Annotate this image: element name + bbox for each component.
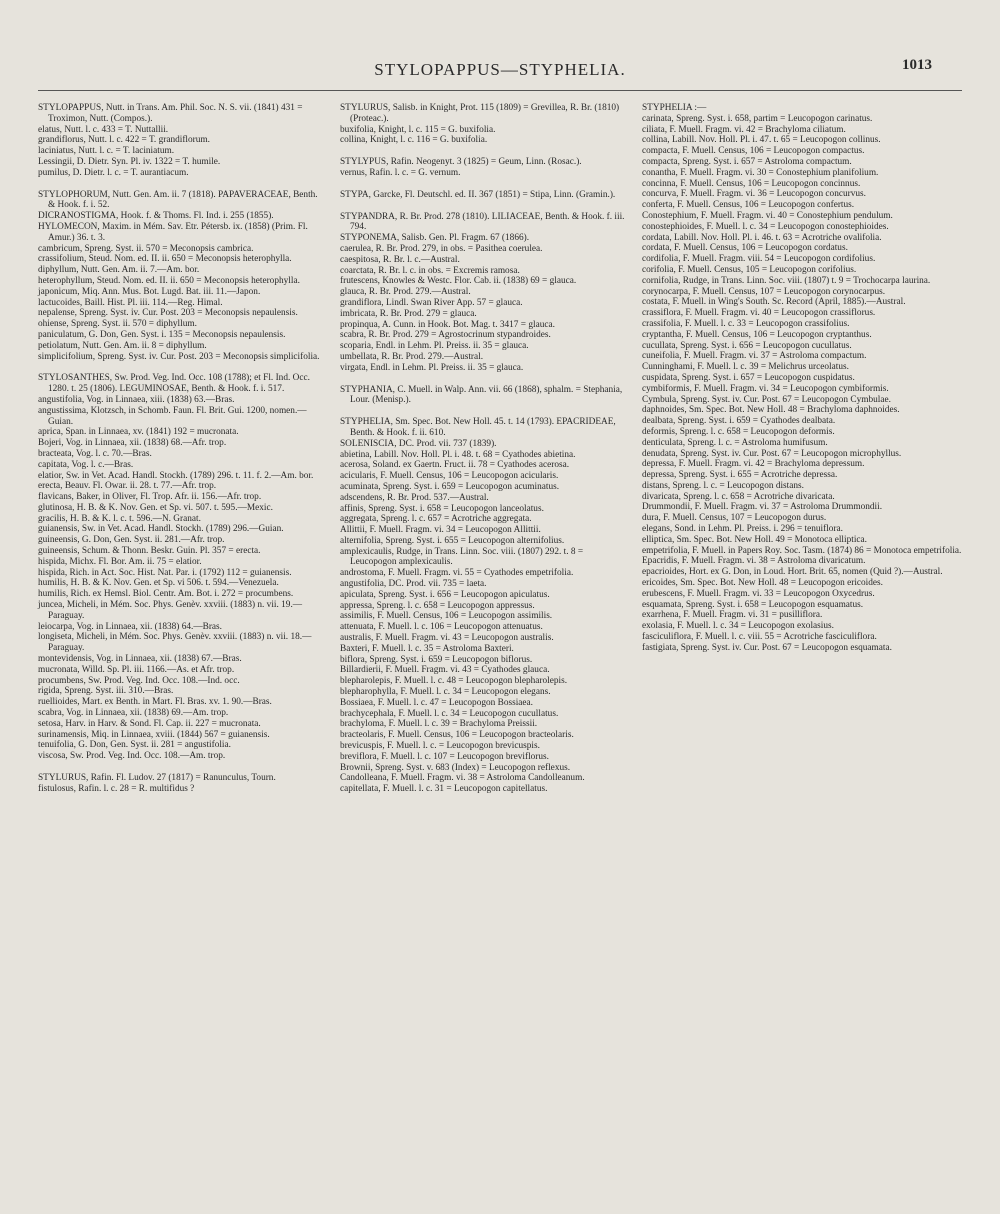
species-entry: crassifolia, F. Muell. l. c. 33 = Leucopogon crassifolius. xyxy=(642,318,850,329)
species-entry: australis, F. Muell. Fragm. vi. 43 = Leucopogon australis. xyxy=(340,633,554,644)
species-entry: hispida, Michx. Fl. Bor. Am. ii. 75 = elatior. xyxy=(38,556,202,567)
species-entry: hispida, Rich. in Act. Soc. Hist. Nat. Par. i. (1792) 112 = guianensis. xyxy=(38,567,292,578)
species-entry: pumilus, D. Dietr. l. c. = T. aurantiacum. xyxy=(38,167,189,178)
species-entry: distans, Spreng. l. c. = Leucopogon distans. xyxy=(642,480,804,491)
genus-entry: STYLYPUS, Rafin. Neogenyt. 3 (1825) = Geum, Linn. (Rosac.). xyxy=(340,157,582,168)
species-entry: setosa, Harv. in Harv. & Sond. Fl. Cap. ii. 227 = mucronata. xyxy=(38,718,261,729)
species-entry: surinamensis, Miq. in Linnaea, xviii. (1844) 567 = guianensis. xyxy=(38,729,270,740)
species-entry: heterophyllum, Steud. Nom. ed. II. ii. 650 = Meconopsis heterophylla. xyxy=(38,275,300,286)
species-entry: glutinosa, H. B. & K. Nov. Gen. et Sp. vi. 507. t. 595.—Mexic. xyxy=(38,502,273,513)
species-entry: epacrioides, Hort. ex G. Don, in Loud. Hort. Brit. 65, nomen (Quid ?).—Austral. xyxy=(642,567,943,578)
species-entry: flavicans, Baker, in Oliver, Fl. Trop. Afr. ii. 156.—Afr. trop. xyxy=(38,492,262,503)
column-middle xyxy=(340,103,625,795)
running-header xyxy=(0,57,1000,84)
species-entry: DICRANOSTIGMA, Hook. f. & Thoms. Fl. Ind. i. 255 (1855). xyxy=(38,211,274,222)
species-entry: conostephioides, F. Muell. l. c. 34 = Leucopogon conostephioides. xyxy=(642,221,889,232)
genus-entry: STYLOPHORUM, Nutt. Gen. Am. ii. 7 (1818). PAPAVERACEAE, Benth. & Hook. f. i. 52. xyxy=(38,189,318,211)
genus-entry: STYPHANIA, C. Muell. in Walp. Ann. vii. 66 (1868), sphalm. = Stephania, Lour. (Menisp.). xyxy=(340,384,623,406)
species-entry: japonicum, Miq. Ann. Mus. Bot. Lugd. Bat. iii. 11.—Japon. xyxy=(38,286,261,297)
species-entry: dura, F. Muell. Census, 107 = Leucopogon durus. xyxy=(642,513,827,524)
species-entry: acicularis, F. Muell. Census, 106 = Leucopogon acicularis. xyxy=(340,471,559,482)
genus-entry: STYLURUS, Salisb. in Knight, Prot. 115 (1809) = Grevillea, R. Br. (1810) (Proteac.). xyxy=(340,103,620,124)
species-entry: paniculatum, G. Don, Gen. Syst. i. 135 = Meconopsis nepaulensis. xyxy=(38,329,286,340)
species-entry: assimilis, F. Muell. Census, 106 = Leucopogon assimilis. xyxy=(340,611,553,622)
species-entry: ciliata, F. Muell. Fragm. vi. 42 = Brachyloma ciliatum. xyxy=(642,124,846,135)
species-entry: fasciculiflora, F. Muell. l. c. viii. 55 = Acrotriche fasciculiflora. xyxy=(642,632,877,643)
species-entry: appressa, Spreng. l. c. 658 = Leucopogon appressus. xyxy=(340,600,535,611)
species-entry: humilis, Rich. ex Hemsl. Biol. Centr. Am. Bot. i. 272 = procumbens. xyxy=(38,589,294,600)
species-entry: compacta, Spreng. Syst. i. 657 = Astroloma compactum. xyxy=(642,156,852,167)
species-entry: caerulea, R. Br. Prod. 279, in obs. = Pasithea coerulea. xyxy=(340,243,543,254)
species-entry: cornifolia, Rudge, in Trans. Linn. Soc. viii. (1807) t. 9 = Trochocarpa laurina. xyxy=(642,275,931,286)
species-entry: cryptantha, F. Muell. Census, 106 = Leucopogon cryptanthus. xyxy=(642,329,872,340)
species-entry: ericoides, Sm. Spec. Bot. New Holl. 48 = Leucopogon ericoides. xyxy=(642,578,883,589)
species-entry: frutescens, Knowles & Westc. Flor. Cab. ii. (1838) 69 = glauca. xyxy=(340,276,577,287)
species-entry: apiculata, Spreng. Syst. i. 656 = Leucopogon apiculatus. xyxy=(340,589,550,600)
species-entry: SOLENISCIA, DC. Prod. vii. 737 (1839). xyxy=(340,438,497,449)
species-entry: tenuifolia, G. Don, Gen. Syst. ii. 281 = angustifolia. xyxy=(38,740,231,751)
species-entry: blepharolepis, F. Muell. l. c. 48 = Leucopogon blepharolepis. xyxy=(340,676,568,687)
genus-entry: STYLURUS, Rafin. Fl. Ludov. 27 (1817) = Ranunculus, Tourn. xyxy=(38,773,276,784)
species-entry: propinqua, A. Cunn. in Hook. Bot. Mag. t. 3417 = glauca. xyxy=(340,319,555,330)
genus-entry: STYPANDRA, R. Br. Prod. 278 (1810). LILIACEAE, Benth. & Hook. f. iii. 794. xyxy=(340,211,625,233)
species-entry: brachyloma, F. Muell. l. c. 39 = Brachyloma Preissii. xyxy=(340,719,538,730)
species-entry: Candolleana, F. Muell. Fragm. vi. 38 = Astroloma Candolleanum. xyxy=(340,773,585,784)
species-entry: depressa, Spreng. Syst. i. 655 = Acrotriche depressa. xyxy=(642,470,838,481)
species-entry: elatus, Nutt. l. c. 433 = T. Nuttallii. xyxy=(38,124,169,135)
species-entry: guineensis, G. Don, Gen. Syst. ii. 281.—Afr. trop. xyxy=(38,535,225,546)
species-entry: gracilis, H. B. & K. l. c. t. 596.—N. Granat. xyxy=(38,513,201,524)
species-entry: erecta, Beauv. Fl. Owar. ii. 28. t. 77.—Afr. trop. xyxy=(38,481,217,492)
species-entry: fistulosus, Rafin. l. c. 28 = R. multifidus ? xyxy=(38,783,195,794)
species-entry: capitata, Vog. l. c.—Bras. xyxy=(38,459,134,470)
species-entry: exarrhena, F. Muell. Fragm. vi. 31 = pusilliflora. xyxy=(642,610,823,621)
species-entry: breviflora, F. Muell. l. c. 107 = Leucopogon breviflorus. xyxy=(340,751,549,762)
species-entry: diphyllum, Nutt. Gen. Am. ii. 7.—Am. bor. xyxy=(38,265,200,276)
species-entry: erubescens, F. Muell. Fragm. vi. 33 = Leucopogon Oxycedrus. xyxy=(642,588,875,599)
species-entry: longiseta, Micheli, in Mém. Soc. Phys. Genèv. xxviii. (1883) n. vii. 18.—Paraguay. xyxy=(38,632,312,654)
species-entry: Drummondii, F. Muell. Fragm. vi. 37 = Astroloma Drummondii. xyxy=(642,502,883,513)
species-entry: carinata, Spreng. Syst. i. 658, partim = Leucopogon carinatus. xyxy=(642,113,873,124)
species-entry: collina, Labill. Nov. Holl. Pl. i. 47. t. 65 = Leucopogon collinus. xyxy=(642,135,881,146)
species-entry: Bossiaea, F. Muell. l. c. 47 = Leucopogon Bossiaea. xyxy=(340,697,533,708)
species-entry: cucullata, Spreng. Syst. i. 656 = Leucopogon cucullatus. xyxy=(642,340,852,351)
species-entry: aggregata, Spreng. l. c. 657 = Acrotriche aggregata. xyxy=(340,514,532,525)
species-entry: attenuata, F. Muell. l. c. 106 = Leucopogon attenuatus. xyxy=(340,622,543,633)
species-entry: bracteata, Vog. l. c. 70.—Bras. xyxy=(38,448,152,459)
page-title: STYLOPAPPUS—STYPHELIA. xyxy=(374,60,626,79)
species-entry: scoparia, Endl. in Lehm. Pl. Preiss. ii. 35 = glauca. xyxy=(340,341,529,352)
species-entry: Baxteri, F. Muell. l. c. 35 = Astroloma Baxteri. xyxy=(340,643,514,654)
genus-entry: STYLOSANTHES, Sw. Prod. Veg. Ind. Occ. 108 (1788); et Fl. Ind. Occ. 1280. t. 25 (1806). LEGUMINOSAE, Benth. & Hook. f. i. 517. xyxy=(38,373,310,395)
species-entry: brachycephala, F. Muell. l. c. 34 = Leucopogon cucullatus. xyxy=(340,708,559,719)
species-entry: Billardierii, F. Muell. Fragm. vi. 43 = Cyathodes glauca. xyxy=(340,665,550,676)
species-entry: adscendens, R. Br. Prod. 537.—Austral. xyxy=(340,492,489,503)
species-entry: rigida, Spreng. Syst. iii. 310.—Bras. xyxy=(38,686,174,697)
species-entry: aprica, Span. in Linnaea, xv. (1841) 192 = mucronata. xyxy=(38,427,239,438)
species-entry: caespitosa, R. Br. l. c.—Austral. xyxy=(340,254,460,265)
species-entry: depressa, F. Muell. Fragm. vi. 42 = Brachyloma depressum. xyxy=(642,459,865,470)
species-entry: denticulata, Spreng. l. c. = Astroloma humifusum. xyxy=(642,437,828,448)
species-entry: imbricata, R. Br. Prod. 279 = glauca. xyxy=(340,308,477,319)
species-entry: elliptica, Sm. Spec. Bot. New Holl. 49 = Monotoca elliptica. xyxy=(642,534,867,545)
species-entry: divaricata, Spreng. l. c. 658 = Acrotriche divaricata. xyxy=(642,491,835,502)
species-entry: alternifolia, Spreng. Syst. i. 655 = Leucopogon alternifolius. xyxy=(340,535,565,546)
species-entry: blepharophylla, F. Muell. l. c. 34 = Leucopogon elegans. xyxy=(340,687,551,698)
species-entry: crassifolium, Steud. Nom. ed. II. ii. 650 = Meconopsis heterophylla. xyxy=(38,254,292,265)
species-entry: laciniatus, Nutt. l. c. = T. laciniatum. xyxy=(38,146,175,157)
genus-entry: STYPHELIA, Sm. Spec. Bot. New Holl. 45. t. 14 (1793). EPACRIDEAE, Benth. & Hook. f. ii. 610. xyxy=(340,417,616,438)
species-entry: dealbata, Spreng. Syst. i. 659 = Cyathodes dealbata. xyxy=(642,416,836,427)
species-entry: guianensis, Sw. in Vet. Acad. Handl. Stockh. (1789) 296.—Guian. xyxy=(38,524,284,535)
column-right xyxy=(642,103,962,654)
species-entry: HYLOMECON, Maxim. in Mém. Sav. Etr. Pétersb. ix. (1858) (Prim. Fl. Amur.) 36. t. 3. xyxy=(38,221,308,243)
species-entry: procumbens, Sw. Prod. Veg. Ind. Occ. 108.—Ind. occ. xyxy=(38,675,240,686)
species-entry: bracteolaris, F. Muell. Census, 106 = Leucopogon bracteolaris. xyxy=(340,730,574,741)
species-entry: scabra, Vog. in Linnaea, xii. (1838) 69.—Am. trop. xyxy=(38,708,229,719)
species-entry: amplexicaulis, Rudge, in Trans. Linn. Soc. viii. (1807) 292. t. 8 = Leucopogon amplexicaulis. xyxy=(340,546,584,568)
species-entry: deformis, Spreng. l. c. 658 = Leucopogon deformis. xyxy=(642,426,835,437)
species-entry: Lessingii, D. Dietr. Syn. Pl. iv. 1322 = T. humile. xyxy=(38,156,221,167)
species-entry: costata, F. Muell. in Wing's South. Sc. Record (April, 1885).—Austral. xyxy=(642,297,906,308)
species-entry: cuneifolia, F. Muell. Fragm. vi. 37 = Astroloma compactum. xyxy=(642,351,867,362)
species-entry: virgata, Endl. in Lehm. Pl. Preiss. ii. 35 = glauca. xyxy=(340,362,524,373)
species-entry: elegans, Sond. in Lehm. Pl. Preiss. i. 296 = tenuiflora. xyxy=(642,524,843,535)
species-entry: mucronata, Willd. Sp. Pl. iii. 1166.—As. et Afr. trop. xyxy=(38,664,235,675)
header-rule xyxy=(38,90,962,91)
species-entry: angustissima, Klotzsch, in Schomb. Faun. Fl. Brit. Gui. 1200, nomen.—Guian. xyxy=(38,405,307,427)
species-entry: acerosa, Soland. ex Gaertn. Fruct. ii. 78 = Cyathodes acerosa. xyxy=(340,460,570,471)
species-entry: cuspidata, Spreng. Syst. i. 657 = Leucopogon cuspidatus. xyxy=(642,372,855,383)
species-entry: cordata, Labill. Nov. Holl. Pl. i. 46. t. 63 = Acrotriche ovalifolia. xyxy=(642,232,882,243)
species-entry: glauca, R. Br. Prod. 279.—Austral. xyxy=(340,287,471,298)
species-entry: cymbiformis, F. Muell. Fragm. vi. 34 = Leucopogon cymbiformis. xyxy=(642,383,889,394)
species-entry: concinna, F. Muell. Census, 106 = Leucopogon concinnus. xyxy=(642,178,861,189)
species-entry: concurva, F. Muell. Fragm. vi. 36 = Leucopogon concurvus. xyxy=(642,189,866,200)
species-entry: guineensis, Schum. & Thonn. Beskr. Guin. Pl. 357 = erecta. xyxy=(38,546,261,557)
species-entry: viscosa, Sw. Prod. Veg. Ind. Occ. 108.—Am. trop. xyxy=(38,751,226,762)
species-entry: corynocarpa, F. Muell. Census, 107 = Leucopogon corynocarpus. xyxy=(642,286,886,297)
species-entry: capitellata, F. Muell. l. c. 31 = Leucopogon capitellatus. xyxy=(340,784,548,795)
species-entry: grandiflora, Lindl. Swan River App. 57 = glauca. xyxy=(340,297,523,308)
species-entry: montevidensis, Vog. in Linnaea, xii. (1838) 67.—Bras. xyxy=(38,654,242,665)
species-entry: denudata, Spreng. Syst. iv. Cur. Post. 67 = Leucopogon microphyllus. xyxy=(642,448,902,459)
species-entry: brevicuspis, F. Muell. l. c. = Leucopogon brevicuspis. xyxy=(340,741,540,752)
species-entry: cambricum, Spreng. Syst. ii. 570 = Meconopsis cambrica. xyxy=(38,243,254,254)
species-entry: umbellata, R. Br. Prod. 279.—Austral. xyxy=(340,351,484,362)
genus-entry: STYLOPAPPUS, Nutt. in Trans. Am. Phil. Soc. N. S. vii. (1841) 431 = Troximon, Nutt. (Compos.). xyxy=(38,103,303,124)
species-entry: humilis, H. B. & K. Nov. Gen. et Sp. vi 506. t. 594.—Venezuela. xyxy=(38,578,279,589)
species-entry: cordata, F. Muell. Census, 106 = Leucopogon cordatus. xyxy=(642,243,848,254)
species-entry: collina, Knight, l. c. 116 = G. buxifolia. xyxy=(340,135,488,146)
species-entry: fastigiata, Spreng. Syst. iv. Cur. Post. 67 = Leucopogon esquamata. xyxy=(642,642,892,653)
species-entry: compacta, F. Muell. Census, 106 = Leucopogon compactus. xyxy=(642,146,865,157)
species-entry: conferta, F. Muell. Census, 106 = Leucopogon confertus. xyxy=(642,200,855,211)
species-entry: Bojeri, Vog. in Linnaea, xii. (1838) 68.—Afr. trop. xyxy=(38,438,227,449)
species-entry: affinis, Spreng. Syst. i. 658 = Leucopogon lanceolatus. xyxy=(340,503,544,514)
species-entry: Epacridis, F. Muell. Fragm. vi. 38 = Astroloma divaricatum. xyxy=(642,556,866,567)
species-entry: abietina, Labill. Nov. Holl. Pl. i. 48. t. 68 = Cyathodes abietina. xyxy=(340,449,576,460)
species-entry: lactucoides, Baill. Hist. Pl. iii. 114.—Reg. Himal. xyxy=(38,297,223,308)
species-entry: scabra, R. Br. Prod. 279 = Agrostocrinum stypandroides. xyxy=(340,330,551,341)
species-entry: nepalense, Spreng. Syst. iv. Cur. Post. 203 = Meconopsis nepaulensis. xyxy=(38,308,298,319)
species-entry: cordifolia, F. Muell. Fragm. viii. 54 = Leucopogon cordifolius. xyxy=(642,254,876,265)
species-entry: Brownii, Spreng. Syst. v. 683 (Index) = Leucopogon reflexus. xyxy=(340,762,571,773)
species-entry: petiolatum, Nutt. Gen. Am. ii. 8 = diphyllum. xyxy=(38,340,207,351)
species-entry: daphnoides, Sm. Spec. Bot. New Holl. 48 = Brachyloma daphnoides. xyxy=(642,405,900,416)
species-entry: corifolia, F. Muell. Census, 105 = Leucopogon corifolius. xyxy=(642,264,857,275)
species-entry: juncea, Micheli, in Mém. Soc. Phys. Genèv. xxviii. (1883) n. vii. 19.—Paraguay. xyxy=(38,600,303,621)
species-entry: Cunninghami, F. Muell. l. c. 39 = Melichrus urceolatus. xyxy=(642,362,849,373)
species-entry: androstoma, F. Muell. Fragm. vi. 55 = Cyathodes empetrifolia. xyxy=(340,568,574,579)
species-entry: conantha, F. Muell. Fragm. vi. 30 = Conostephium planifolium. xyxy=(642,167,879,178)
species-entry: simplicifolium, Spreng. Syst. iv. Cur. Post. 203 = Meconopsis simplicifolia. xyxy=(38,351,320,362)
species-entry: empetrifolia, F. Muell. in Papers Roy. Soc. Tasm. (1874) 86 = Monotoca empetrifolia. xyxy=(642,545,962,556)
species-entry: exolasia, F. Muell. l. c. 34 = Leucopogon exolasius. xyxy=(642,621,834,632)
genus-entry: STYPHELIA :— xyxy=(642,103,707,113)
species-entry: Cymbula, Spreng. Syst. iv. Cur. Post. 67 = Leucopogon Cymbulae. xyxy=(642,394,891,405)
genus-entry: STYPA, Garcke, Fl. Deutschl. ed. II. 367 (1851) = Stipa, Linn. (Gramin.). xyxy=(340,189,616,200)
species-entry: angustifolia, DC. Prod. vii. 735 = laeta. xyxy=(340,579,487,590)
species-entry: buxifolia, Knight, l. c. 115 = G. buxifolia. xyxy=(340,124,496,135)
species-entry: coarctata, R. Br. l. c. in obs. = Excremis ramosa. xyxy=(340,265,520,276)
species-entry: Allittii, F. Muell. Fragm. vi. 34 = Leucopogon Allittii. xyxy=(340,525,541,536)
species-entry: crassiflora, F. Muell. Fragm. vi. 40 = Leucopogon crassiflorus. xyxy=(642,308,876,319)
species-entry: elatior, Sw. in Vet. Acad. Handl. Stockh. (1789) 296. t. 11. f. 2.—Am. bor. xyxy=(38,470,314,481)
species-entry: Conostephium, F. Muell. Fragm. vi. 40 = Conostephium pendulum. xyxy=(642,210,893,221)
page-number: 1013 xyxy=(902,57,932,73)
species-entry: ruellioides, Mart. ex Benth. in Mart. Fl. Bras. xv. 1. 90.—Bras. xyxy=(38,697,272,708)
column-left xyxy=(38,103,322,795)
species-entry: vernus, Rafin. l. c. = G. vernum. xyxy=(340,167,461,178)
species-entry: angustifolia, Vog. in Linnaea, xiii. (1838) 63.—Bras. xyxy=(38,394,235,405)
species-entry: esquamata, Spreng. Syst. i. 658 = Leucopogon esquamatus. xyxy=(642,599,864,610)
species-entry: grandiflorus, Nutt. l. c. 422 = T. grandiflorum. xyxy=(38,135,210,146)
species-entry: biflora, Spreng. Syst. i. 659 = Leucopogon biflorus. xyxy=(340,654,533,665)
species-entry: ohiense, Spreng. Syst. ii. 570 = diphyllum. xyxy=(38,319,197,330)
species-entry: STYPONEMA, Salisb. Gen. Pl. Fragm. 67 (1866). xyxy=(340,233,530,244)
species-entry: acuminata, Spreng. Syst. i. 659 = Leucopogon acuminatus. xyxy=(340,481,560,492)
species-entry: leiocarpa, Vog. in Linnaea, xii. (1838) 64.—Bras. xyxy=(38,621,223,632)
